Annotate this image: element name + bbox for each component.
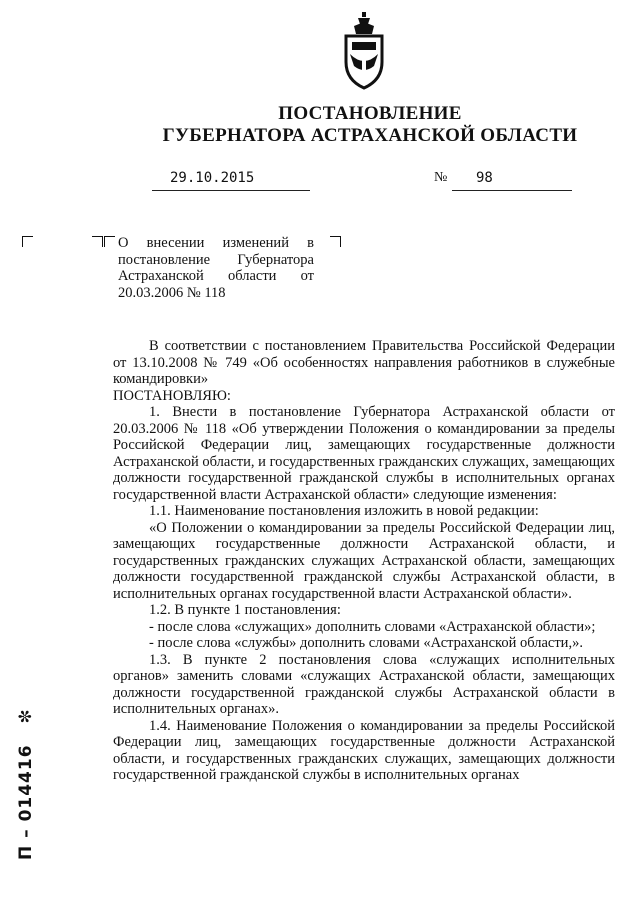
clause-1-3: 1.3. В пункте 2 постановления слова «служащих исполнительных органов» заменить словами «служащих Астраханской области, замещающих должности государственной гражданской службы Астраханской области в исполнительных органах».	[113, 651, 615, 717]
serial-text: П – 014416	[16, 744, 36, 860]
document-title: ПОСТАНОВЛЕНИЕ	[278, 103, 462, 124]
margin-corner-mark	[92, 236, 103, 247]
document-subject: О внесении изменений в постановление Губернатора Астраханской области от 20.03.2006 № 118	[118, 235, 314, 301]
coat-of-arms-emblem	[340, 10, 388, 92]
issuer-title: ГУБЕРНАТОРА АСТРАХАНСКОЙ ОБЛАСТИ	[162, 125, 578, 146]
clause-1-2: 1.2. В пункте 1 постановления:	[149, 602, 341, 618]
document-date: 29.10.2015	[170, 170, 255, 186]
clause-1-2-item-b: - после слова «службы» дополнить словами «Астраханской области,».	[149, 635, 583, 651]
subject-corner-mark	[104, 236, 115, 247]
serial-star-mark: ✼	[16, 708, 36, 724]
clause-1: 1. Внести в постановление Губернатора Астраханской области от 20.03.2006 № 118 «Об утверждении Положения о командировании за пределы Российской Федерации лиц, замещающих государственные должности Астраханской области, и государственных гражданских служащих, замещающих должности государственной гражданской службы в исполнительных органах государственной власти Астраханской области» следующие изменения:	[113, 404, 615, 503]
margin-corner-mark	[22, 236, 33, 247]
decree-word: ПОСТАНОВЛЯЮ:	[113, 387, 231, 404]
clause-1-2-item-a: - после слова «служащих» дополнить словами «Астраханской области»;	[149, 618, 596, 635]
clause-1-1: 1.1. Наименование постановления изложить в новой редакции:	[149, 503, 539, 519]
clause-1-1-quote: «О Положении о командировании за пределы Российской Федерации лиц, замещающих государственные должности Астраханской области, и государственных гражданских служащих Астраханской области, замещающих должности государственной гражданской службы Астраханской области, в исполнительных органах государственной власти Астраханской области».	[113, 519, 615, 602]
document-number: 98	[476, 170, 493, 186]
subject-corner-mark	[330, 236, 341, 247]
number-sign: №	[434, 170, 448, 185]
preamble-paragraph: В соответствии с постановлением Правительства Российской Федерации от 13.10.2008 № 749 «Об особенностях направления работников в служебные командировки»	[113, 338, 615, 387]
clause-1-4: 1.4. Наименование Положения о командировании за пределы Российской Федерации лиц, замещающих государственные должности Астраханской области, и государственных гражданских служащих, замещающих должности государственной гражданской службы в исполнительных органах	[113, 717, 615, 783]
form-serial-number	[16, 708, 36, 860]
document-body	[113, 338, 615, 784]
number-underline	[452, 168, 572, 191]
